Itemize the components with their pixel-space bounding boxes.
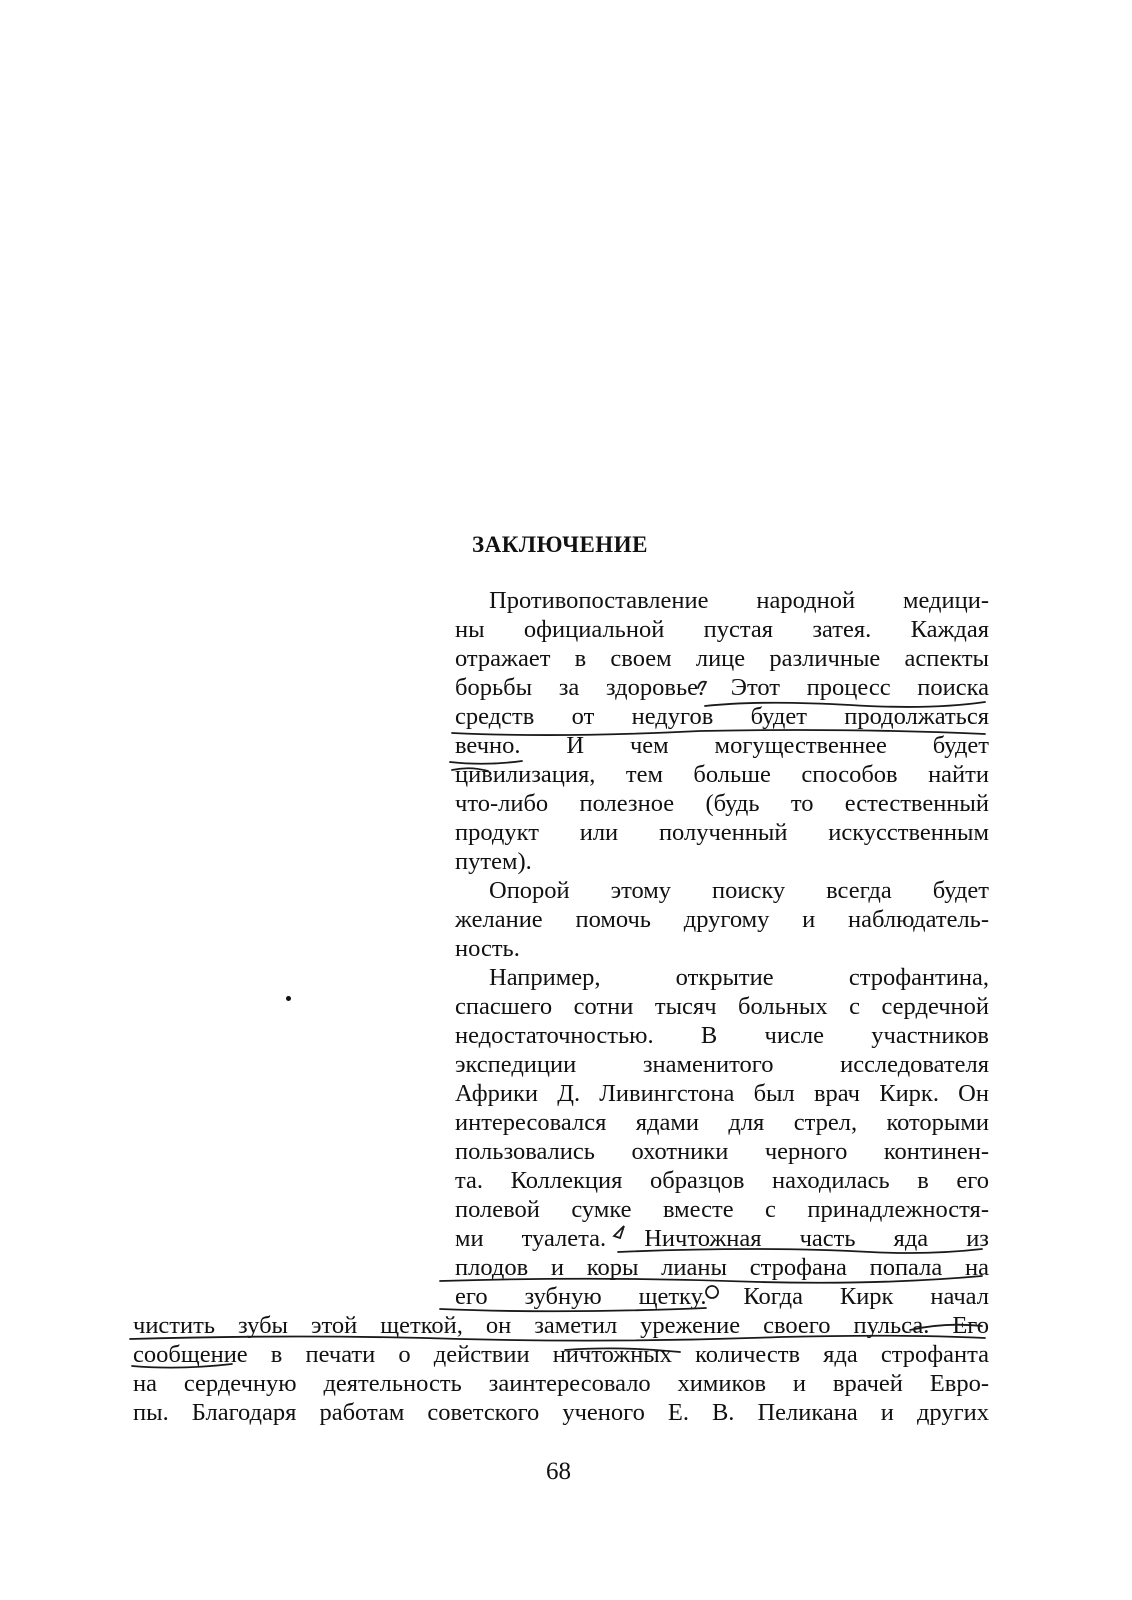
text-line: отражает в своем лице различные аспекты: [455, 645, 989, 672]
text-line: пы. Благодаря работам советского ученого Е. В. Пеликана и других: [133, 1399, 989, 1426]
text-line: та. Коллекция образцов находилась в его: [455, 1167, 989, 1194]
page-number: 68: [546, 1458, 571, 1485]
text-line: борьбы за здоровье. Этот процесс поиска: [455, 674, 989, 701]
text-line: средств от недугов будет продолжаться: [455, 703, 989, 730]
text-line: ны официальной пустая затея. Каждая: [455, 616, 989, 643]
text-line: пользовались охотники черного континен-: [455, 1138, 989, 1165]
text-line: сообщение в печати о действии ничтожных количеств яда строфанта: [133, 1341, 989, 1368]
text-line: чистить зубы этой щеткой, он заметил урежение своего пульса. Его: [133, 1312, 989, 1339]
text-line: недостаточностью. В числе участников: [455, 1022, 989, 1049]
text-line: интересовался ядами для стрел, которыми: [455, 1109, 989, 1136]
text-line: вечно. И чем могущественнее будет: [455, 732, 989, 759]
text-line: экспедиции знаменитого исследователя: [455, 1051, 989, 1078]
text-line: ми туалета. Ничтожная часть яда из: [455, 1225, 989, 1252]
text-line: на сердечную деятельность заинтересовало химиков и врачей Евро-: [133, 1370, 989, 1397]
text-line: продукт или полученный искусственным: [455, 819, 989, 846]
text-line: Противопоставление народной медици-: [489, 587, 989, 614]
chapter-heading: ЗАКЛЮЧЕНИЕ: [472, 532, 648, 557]
text-line: Опорой этому поиску всегда будет: [489, 877, 989, 904]
text-line: ность.: [455, 935, 520, 962]
text-line: плодов и коры лианы строфана попала на: [455, 1254, 989, 1281]
text-line: Африки Д. Ливингстона был врач Кирк. Он: [455, 1080, 989, 1107]
text-line: Например, открытие строфантина,: [489, 964, 989, 991]
text-line: спасшего сотни тысяч больных с сердечной: [455, 993, 989, 1020]
text-line: полевой сумке вместе с принадлежностя-: [455, 1196, 989, 1223]
text-line: цивилизация, тем больше способов найти: [455, 761, 989, 788]
ink-speck: [286, 996, 291, 1001]
text-line: что-либо полезное (будь то естественный: [455, 790, 989, 817]
text-line: путем).: [455, 848, 532, 875]
text-line: желание помочь другому и наблюдатель-: [455, 906, 989, 933]
text-line: его зубную щетку. Когда Кирк начал: [455, 1283, 989, 1310]
